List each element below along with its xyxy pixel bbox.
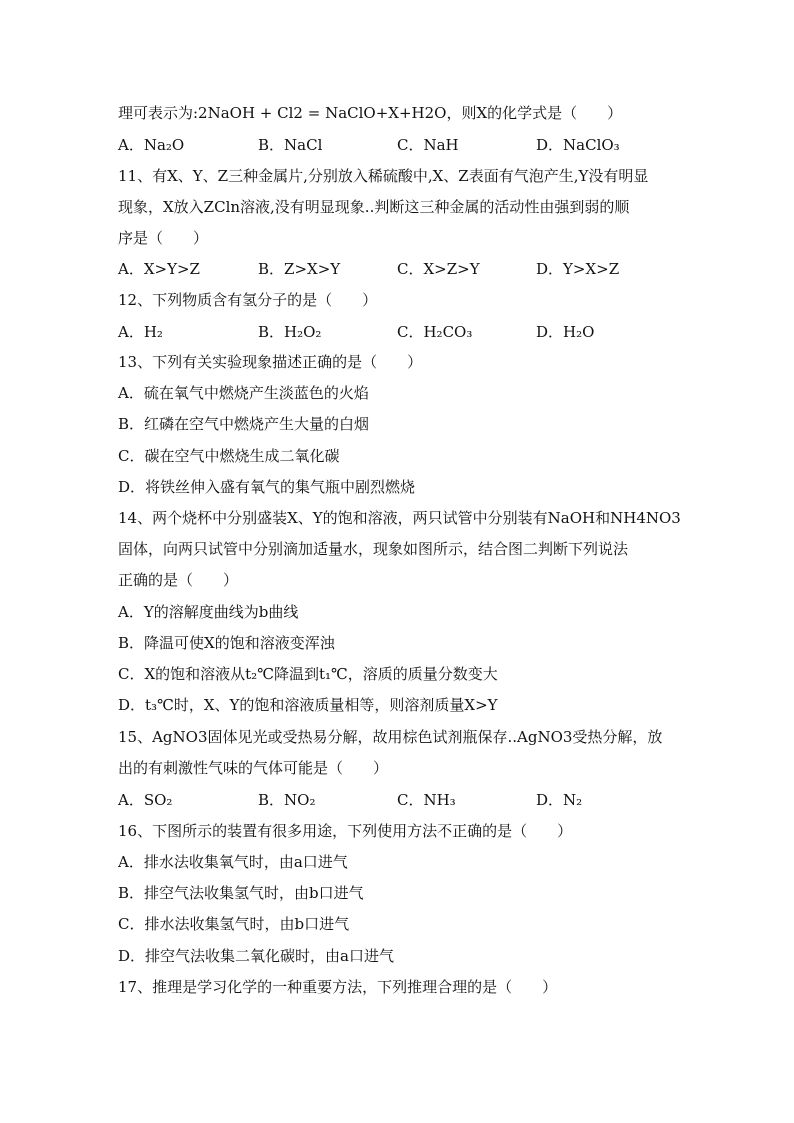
q16-option-b: B．排空气法收集氢气时，由b口进气 [118, 884, 364, 902]
q14-option-b: B．降温可使X的饱和溶液变浑浊 [118, 634, 335, 652]
q14-option-a: A．Y的溶解度曲线为b曲线 [118, 603, 299, 621]
q12-option-d: D．H₂O [536, 323, 595, 341]
q13-option-d: D．将铁丝伸入盛有氧气的集气瓶中剧烈燃烧 [118, 478, 416, 496]
q11-stem-line3: 序是（ ） [118, 229, 209, 247]
q16-option-a: A．排水法收集氧气时，由a口进气 [118, 853, 348, 871]
q13-option-c: C．碳在空气中燃烧生成二氧化碳 [118, 447, 340, 465]
q11-stem-line2: 现象，X放入ZCln溶液,没有明显现象..判断这三种金属的活动性由强到弱的顺 [118, 198, 630, 216]
q15-option-d: D．N₂ [536, 791, 583, 809]
q15-option-c: C．NH₃ [397, 791, 456, 809]
q15-stem-line2: 出的有刺激性气味的气体可能是（ ） [118, 759, 389, 777]
q10-option-a: A．Na₂O [118, 136, 185, 154]
q15-stem-line1: 15、AgNO3固体见光或受热易分解，故用棕色试剂瓶保存..AgNO3受热分解，放 [118, 728, 663, 746]
q10-option-b: B．NaCl [258, 136, 323, 154]
q17-stem: 17、推理是学习化学的一种重要方法，下列推理合理的是（ ） [118, 978, 558, 996]
q14-stem-line3: 正确的是（ ） [118, 571, 239, 589]
q11-option-b: B．Z>X>Y [258, 260, 341, 278]
q14-option-d: D．t₃℃时，X、Y的饱和溶液质量相等，则溶剂质量X>Y [118, 696, 498, 714]
q16-option-c: C．排水法收集氢气时，由b口进气 [118, 915, 350, 933]
q10-option-c: C．NaH [397, 136, 459, 154]
q12-stem: 12、下列物质含有氢分子的是（ ） [118, 291, 378, 309]
q13-stem: 13、下列有关实验现象描述正确的是（ ） [118, 353, 423, 371]
q11-option-a: A．X>Y>Z [118, 260, 200, 278]
q13-option-a: A．硫在氧气中燃烧产生淡蓝色的火焰 [118, 384, 369, 402]
q16-option-d: D．排空气法收集二氧化碳时，由a口进气 [118, 947, 394, 965]
q10-stem: 理可表示为:2NaOH + Cl2 = NaClO+X+H2O，则X的化学式是（ ） [118, 104, 623, 122]
q12-option-c: C．H₂CO₃ [397, 323, 473, 341]
q11-option-d: D．Y>X>Z [536, 260, 620, 278]
q14-stem-line1: 14、两个烧杯中分别盛装X、Y的饱和溶液，两只试管中分别装有NaOH和NH4NO3 [118, 509, 681, 527]
q13-option-b: B．红磷在空气中燃烧产生大量的白烟 [118, 415, 370, 433]
q15-option-a: A．SO₂ [118, 791, 173, 809]
q14-stem-line2: 固体，向两只试管中分别滴加适量水，现象如图所示，结合图二判断下列说法 [118, 540, 629, 558]
q15-option-b: B．NO₂ [258, 791, 316, 809]
q14-option-c: C．X的饱和溶液从t₂℃降温到t₁℃，溶质的质量分数变大 [118, 665, 498, 683]
q11-stem-line1: 11、有X、Y、Z三种金属片,分别放入稀硫酸中,X、Z表面有气泡产生,Y没有明显 [118, 167, 649, 185]
q12-option-a: A．H₂ [118, 323, 163, 341]
q12-option-b: B．H₂O₂ [258, 323, 322, 341]
q10-option-d: D．NaClO₃ [536, 136, 620, 154]
q16-stem: 16、下图所示的装置有很多用途，下列使用方法不正确的是（ ） [118, 822, 573, 840]
q11-option-c: C．X>Z>Y [397, 260, 480, 278]
